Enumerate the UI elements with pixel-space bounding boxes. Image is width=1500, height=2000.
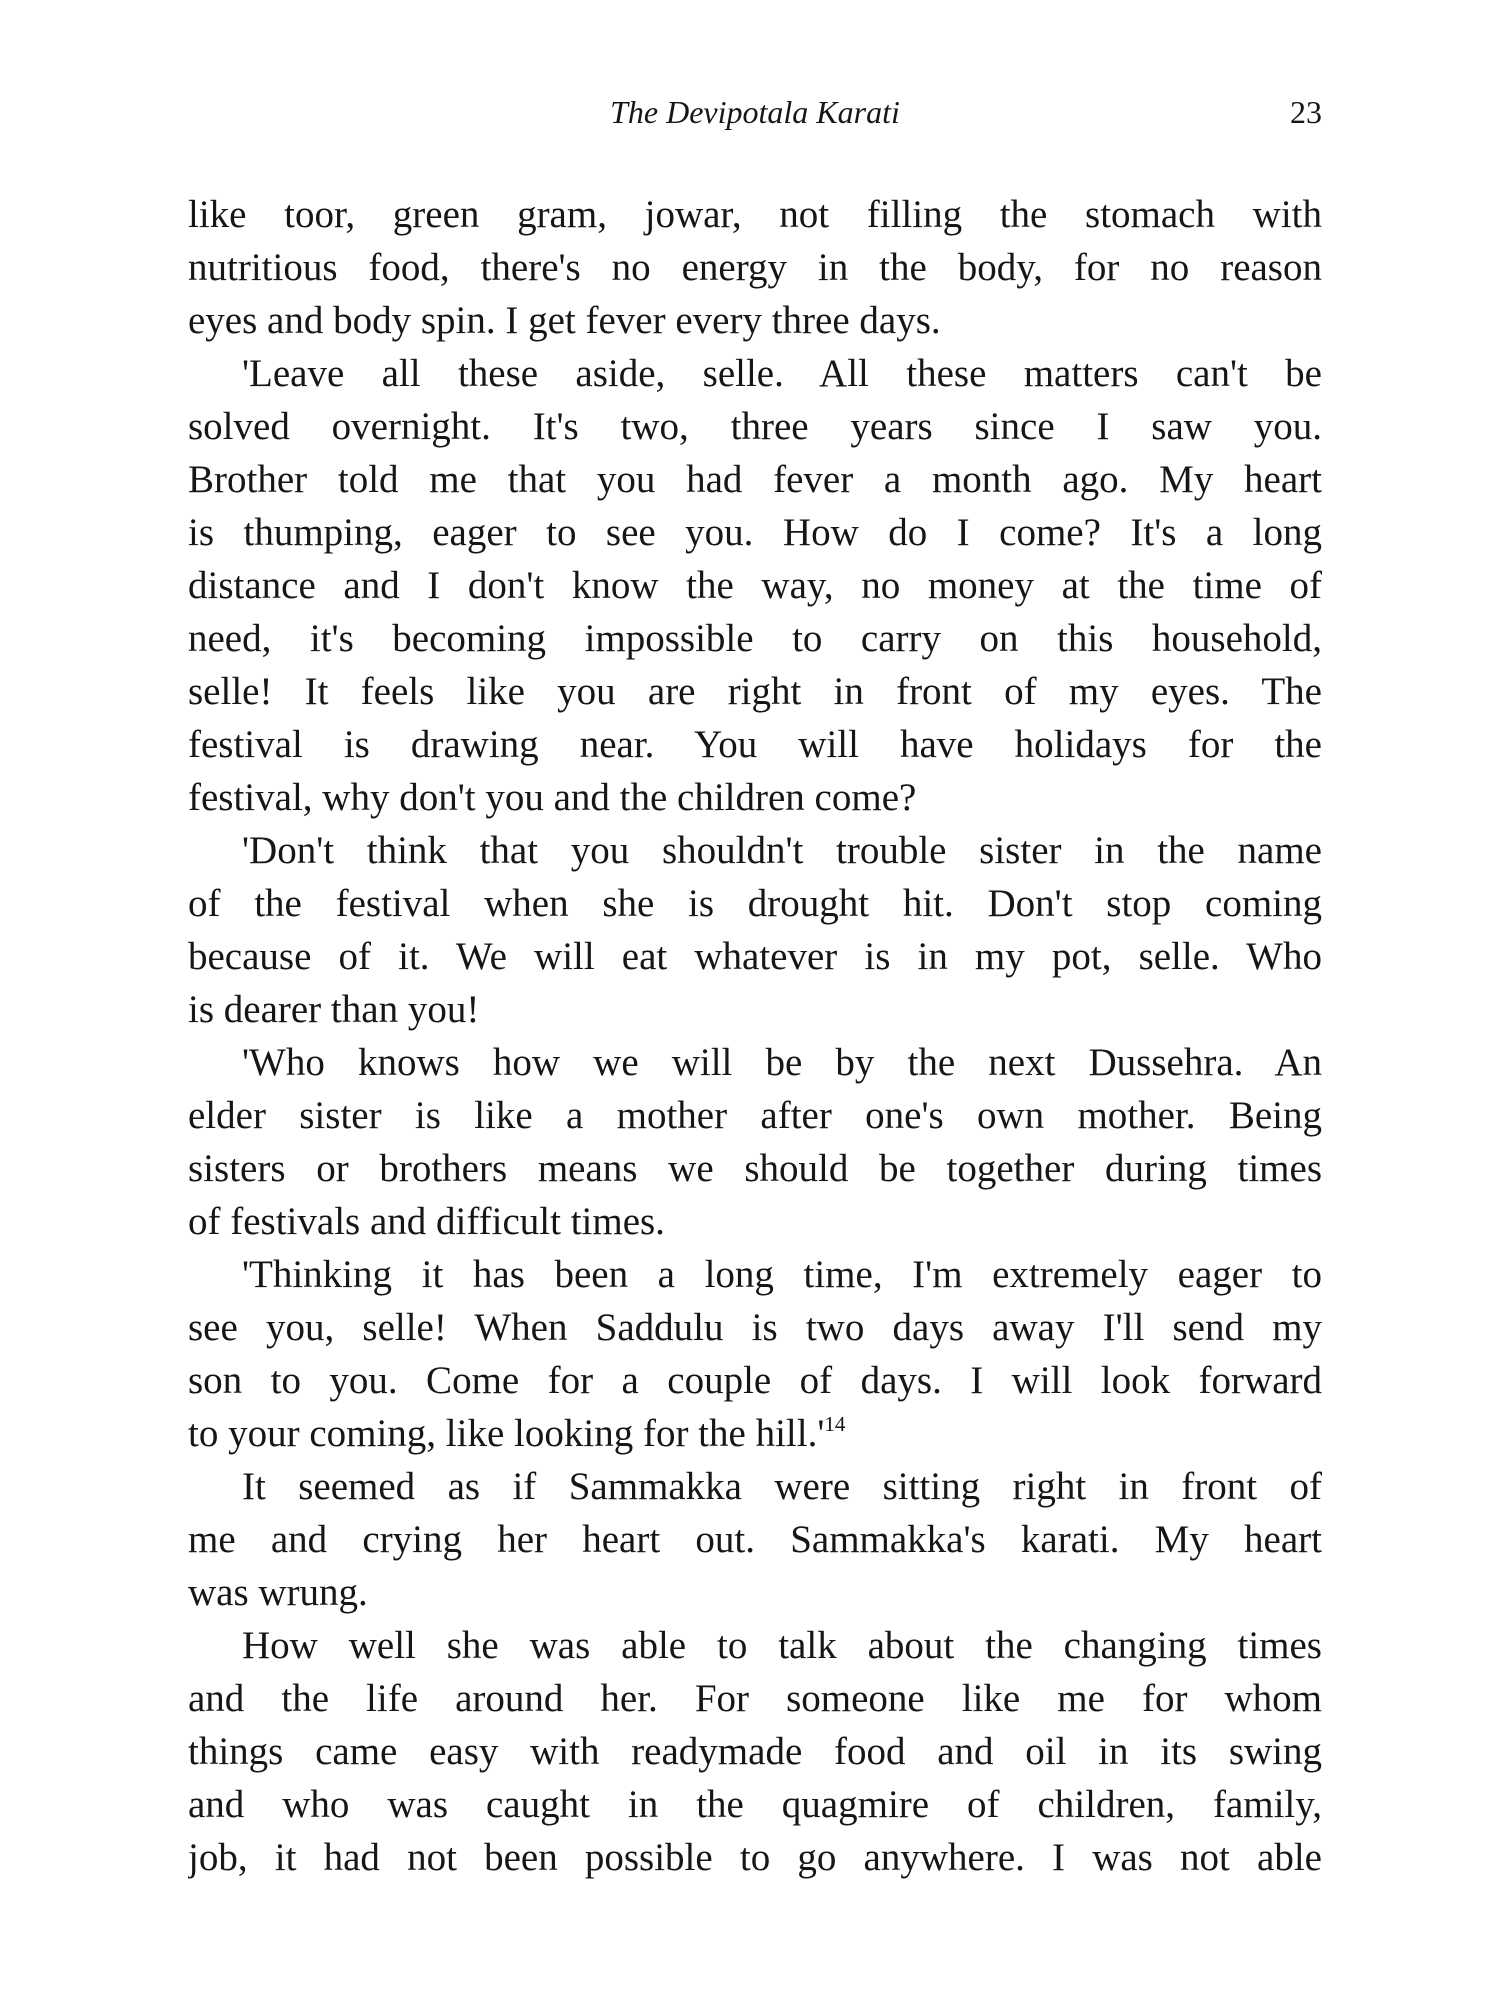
text-line-content: to your coming, like looking for the hill.' bbox=[188, 1412, 825, 1455]
paragraph bbox=[188, 1036, 1322, 1248]
paragraph bbox=[188, 347, 1322, 824]
text-line: was wrung. bbox=[188, 1571, 368, 1614]
text-line: of the festival when she is drought hit. Don't stop coming bbox=[188, 882, 1322, 925]
text-line: need, it's becoming impossible to carry on this household, bbox=[188, 617, 1322, 660]
text-line: festival, why don't you and the children come? bbox=[188, 776, 917, 819]
text-line: things came easy with readymade food and oil in its swing bbox=[188, 1730, 1322, 1773]
text-line-with-footnote bbox=[188, 1407, 1322, 1460]
text-line: elder sister is like a mother after one's own mother. Being bbox=[188, 1094, 1322, 1137]
text-line: distance and I don't know the way, no money at the time of bbox=[188, 564, 1322, 607]
footnote-reference: 14 bbox=[824, 1412, 846, 1436]
text-line: It seemed as if Sammakka were sitting right in front of bbox=[242, 1465, 1322, 1508]
paragraph bbox=[188, 1460, 1322, 1619]
text-line: and who was caught in the quagmire of children, family, bbox=[188, 1783, 1322, 1826]
paragraph bbox=[188, 188, 1322, 347]
text-line: me and crying her heart out. Sammakka's karati. My heart bbox=[188, 1518, 1322, 1561]
text-line: 'Don't think that you shouldn't trouble sister in the name bbox=[242, 829, 1322, 872]
running-title: The Devipotala Karati bbox=[610, 94, 900, 130]
text-line: 'Thinking it has been a long time, I'm extremely eager to bbox=[242, 1253, 1322, 1296]
text-line: because of it. We will eat whatever is in my pot, selle. Who bbox=[188, 935, 1322, 978]
text-line: eyes and body spin. I get fever every three days. bbox=[188, 299, 941, 342]
running-head bbox=[188, 88, 1322, 140]
text-line: festival is drawing near. You will have holidays for the bbox=[188, 723, 1322, 766]
text-line: solved overnight. It's two, three years since I saw you. bbox=[188, 405, 1322, 448]
body-text bbox=[188, 188, 1322, 1884]
paragraph bbox=[188, 824, 1322, 1036]
text-line: nutritious food, there's no energy in the body, for no reason bbox=[188, 246, 1322, 289]
text-line: How well she was able to talk about the changing times bbox=[242, 1624, 1322, 1667]
page-number: 23 bbox=[1290, 94, 1322, 130]
text-line: Brother told me that you had fever a month ago. My heart bbox=[188, 458, 1322, 501]
text-line: is thumping, eager to see you. How do I come? It's a long bbox=[188, 511, 1322, 554]
paragraph bbox=[188, 1619, 1322, 1884]
text-line: sisters or brothers means we should be together during times bbox=[188, 1147, 1322, 1190]
paragraph bbox=[188, 1248, 1322, 1460]
text-line: of festivals and difficult times. bbox=[188, 1200, 665, 1243]
text-line: son to you. Come for a couple of days. I will look forward bbox=[188, 1359, 1322, 1402]
text-line: 'Who knows how we will be by the next Dussehra. An bbox=[242, 1041, 1322, 1084]
text-line: is dearer than you! bbox=[188, 988, 480, 1031]
text-line: like toor, green gram, jowar, not filling the stomach with bbox=[188, 193, 1322, 236]
text-line: selle! It feels like you are right in front of my eyes. The bbox=[188, 670, 1322, 713]
text-line: 'Leave all these aside, selle. All these matters can't be bbox=[242, 352, 1322, 395]
text-line: and the life around her. For someone like me for whom bbox=[188, 1677, 1322, 1720]
text-line: job, it had not been possible to go anywhere. I was not able bbox=[188, 1836, 1322, 1879]
text-line: see you, selle! When Saddulu is two days away I'll send my bbox=[188, 1306, 1322, 1349]
